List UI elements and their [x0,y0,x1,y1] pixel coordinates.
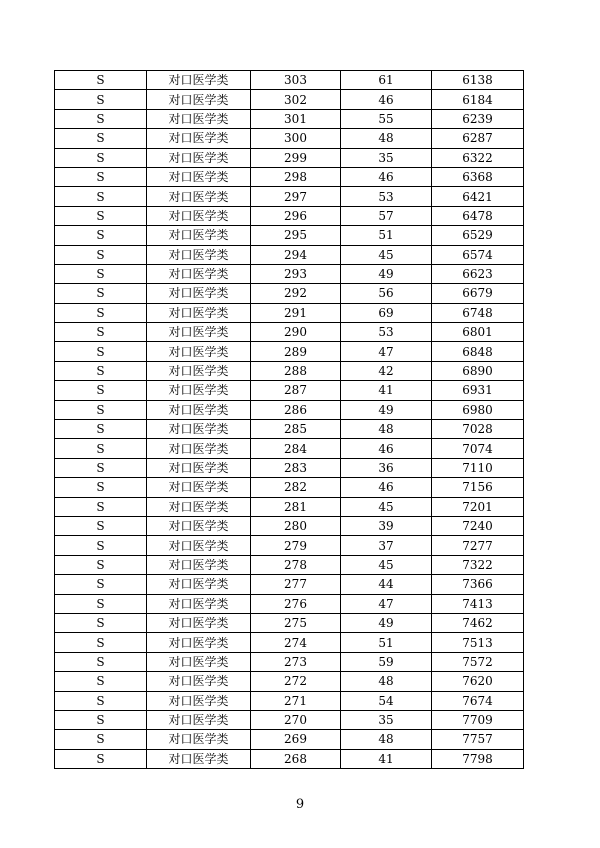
score-cell: 271 [251,691,341,710]
count-cell: 48 [341,420,432,439]
cumulative-count-cell: 7413 [432,594,524,613]
subject-category-cell: 对口医学类 [147,516,251,535]
table-row [55,613,524,632]
table-row [55,226,524,245]
score-cell: 281 [251,497,341,516]
category-code-cell: S [55,71,147,90]
table-row [55,594,524,613]
table-row [55,400,524,419]
count-cell: 48 [341,129,432,148]
table-row [55,361,524,380]
category-code-cell: S [55,245,147,264]
count-cell: 37 [341,536,432,555]
cumulative-count-cell: 7322 [432,555,524,574]
subject-category-cell: 对口医学类 [147,90,251,109]
category-code-cell: S [55,187,147,206]
category-code-cell: S [55,323,147,342]
category-code-cell: S [55,109,147,128]
cumulative-count-cell: 6322 [432,148,524,167]
category-code-cell: S [55,284,147,303]
score-cell: 285 [251,420,341,439]
score-cell: 277 [251,575,341,594]
table-row [55,458,524,477]
count-cell: 59 [341,652,432,671]
cumulative-count-cell: 6890 [432,361,524,380]
score-cell: 291 [251,303,341,322]
cumulative-count-cell: 7462 [432,613,524,632]
cumulative-count-cell: 6239 [432,109,524,128]
subject-category-cell: 对口医学类 [147,129,251,148]
count-cell: 56 [341,284,432,303]
score-cell: 292 [251,284,341,303]
table-row [55,381,524,400]
subject-category-cell: 对口医学类 [147,167,251,186]
table-row [55,323,524,342]
subject-category-cell: 对口医学类 [147,439,251,458]
subject-category-cell: 对口医学类 [147,206,251,225]
cumulative-count-cell: 7028 [432,420,524,439]
cumulative-count-cell: 6801 [432,323,524,342]
cumulative-count-cell: 6478 [432,206,524,225]
subject-category-cell: 对口医学类 [147,381,251,400]
score-cell: 294 [251,245,341,264]
table-row [55,633,524,652]
table-row [55,575,524,594]
cumulative-count-cell: 6138 [432,71,524,90]
page-number: 9 [295,797,305,812]
score-cell: 303 [251,71,341,90]
count-cell: 53 [341,323,432,342]
category-code-cell: S [55,361,147,380]
subject-category-cell: 对口医学类 [147,710,251,729]
cumulative-count-cell: 7240 [432,516,524,535]
table-row [55,672,524,691]
score-cell: 275 [251,613,341,632]
table-row [55,148,524,167]
subject-category-cell: 对口医学类 [147,633,251,652]
count-cell: 41 [341,749,432,768]
table-row [55,264,524,283]
subject-category-cell: 对口医学类 [147,303,251,322]
cumulative-count-cell: 7277 [432,536,524,555]
subject-category-cell: 对口医学类 [147,109,251,128]
count-cell: 51 [341,633,432,652]
subject-category-cell: 对口医学类 [147,323,251,342]
cumulative-count-cell: 6748 [432,303,524,322]
table-row [55,536,524,555]
cumulative-count-cell: 6529 [432,226,524,245]
category-code-cell: S [55,478,147,497]
score-cell: 268 [251,749,341,768]
score-cell: 278 [251,555,341,574]
subject-category-cell: 对口医学类 [147,613,251,632]
subject-category-cell: 对口医学类 [147,400,251,419]
cumulative-count-cell: 7513 [432,633,524,652]
subject-category-cell: 对口医学类 [147,672,251,691]
count-cell: 51 [341,226,432,245]
table-row [55,71,524,90]
cumulative-count-cell: 6848 [432,342,524,361]
table-row [55,167,524,186]
count-cell: 69 [341,303,432,322]
score-cell: 280 [251,516,341,535]
subject-category-cell: 对口医学类 [147,71,251,90]
category-code-cell: S [55,90,147,109]
subject-category-cell: 对口医学类 [147,264,251,283]
count-cell: 61 [341,71,432,90]
count-cell: 35 [341,148,432,167]
cumulative-count-cell: 7572 [432,652,524,671]
score-cell: 287 [251,381,341,400]
category-code-cell: S [55,129,147,148]
score-cell: 299 [251,148,341,167]
score-cell: 293 [251,264,341,283]
category-code-cell: S [55,303,147,322]
subject-category-cell: 对口医学类 [147,594,251,613]
category-code-cell: S [55,148,147,167]
subject-category-cell: 对口医学类 [147,361,251,380]
score-cell: 279 [251,536,341,555]
table-row [55,691,524,710]
table-row [55,284,524,303]
score-cell: 286 [251,400,341,419]
subject-category-cell: 对口医学类 [147,691,251,710]
count-cell: 35 [341,710,432,729]
table-row [55,245,524,264]
score-cell: 302 [251,90,341,109]
subject-category-cell: 对口医学类 [147,458,251,477]
subject-category-cell: 对口医学类 [147,497,251,516]
score-cell: 282 [251,478,341,497]
count-cell: 45 [341,555,432,574]
count-cell: 49 [341,264,432,283]
cumulative-count-cell: 6287 [432,129,524,148]
count-cell: 48 [341,672,432,691]
category-code-cell: S [55,264,147,283]
subject-category-cell: 对口医学类 [147,749,251,768]
score-cell: 283 [251,458,341,477]
table-row [55,749,524,768]
subject-category-cell: 对口医学类 [147,284,251,303]
subject-category-cell: 对口医学类 [147,730,251,749]
table-row [55,420,524,439]
subject-category-cell: 对口医学类 [147,536,251,555]
count-cell: 55 [341,109,432,128]
cumulative-count-cell: 7366 [432,575,524,594]
score-cell: 295 [251,226,341,245]
score-cell: 290 [251,323,341,342]
count-cell: 46 [341,439,432,458]
cumulative-count-cell: 6679 [432,284,524,303]
subject-category-cell: 对口医学类 [147,478,251,497]
subject-category-cell: 对口医学类 [147,652,251,671]
count-cell: 46 [341,90,432,109]
score-cell: 284 [251,439,341,458]
cumulative-count-cell: 6368 [432,167,524,186]
table-row [55,439,524,458]
table-row [55,187,524,206]
count-cell: 54 [341,691,432,710]
count-cell: 47 [341,342,432,361]
score-cell: 273 [251,652,341,671]
count-cell: 45 [341,245,432,264]
category-code-cell: S [55,691,147,710]
cumulative-count-cell: 7620 [432,672,524,691]
table-row [55,516,524,535]
score-cell: 274 [251,633,341,652]
count-cell: 36 [341,458,432,477]
category-code-cell: S [55,749,147,768]
cumulative-count-cell: 7709 [432,710,524,729]
count-cell: 41 [341,381,432,400]
table-row [55,652,524,671]
count-cell: 49 [341,400,432,419]
category-code-cell: S [55,226,147,245]
table-row [55,109,524,128]
table-row [55,303,524,322]
table-row [55,497,524,516]
score-cell: 298 [251,167,341,186]
table-row [55,710,524,729]
count-cell: 49 [341,613,432,632]
table-row [55,206,524,225]
score-cell: 301 [251,109,341,128]
score-table [54,70,524,769]
count-cell: 44 [341,575,432,594]
count-cell: 53 [341,187,432,206]
table-row [55,555,524,574]
cumulative-count-cell: 6931 [432,381,524,400]
count-cell: 46 [341,478,432,497]
count-cell: 42 [341,361,432,380]
table-row [55,342,524,361]
subject-category-cell: 对口医学类 [147,555,251,574]
table-row [55,129,524,148]
table-row [55,730,524,749]
category-code-cell: S [55,439,147,458]
score-cell: 296 [251,206,341,225]
category-code-cell: S [55,555,147,574]
cumulative-count-cell: 7757 [432,730,524,749]
count-cell: 48 [341,730,432,749]
subject-category-cell: 对口医学类 [147,420,251,439]
category-code-cell: S [55,497,147,516]
table-row [55,478,524,497]
category-code-cell: S [55,381,147,400]
category-code-cell: S [55,613,147,632]
score-cell: 272 [251,672,341,691]
cumulative-count-cell: 7798 [432,749,524,768]
count-cell: 47 [341,594,432,613]
count-cell: 45 [341,497,432,516]
cumulative-count-cell: 6184 [432,90,524,109]
table-row [55,90,524,109]
category-code-cell: S [55,730,147,749]
cumulative-count-cell: 7201 [432,497,524,516]
score-cell: 288 [251,361,341,380]
category-code-cell: S [55,167,147,186]
category-code-cell: S [55,652,147,671]
category-code-cell: S [55,536,147,555]
count-cell: 46 [341,167,432,186]
category-code-cell: S [55,575,147,594]
cumulative-count-cell: 6574 [432,245,524,264]
cumulative-count-cell: 7674 [432,691,524,710]
score-cell: 289 [251,342,341,361]
category-code-cell: S [55,516,147,535]
subject-category-cell: 对口医学类 [147,148,251,167]
category-code-cell: S [55,420,147,439]
subject-category-cell: 对口医学类 [147,342,251,361]
cumulative-count-cell: 7156 [432,478,524,497]
category-code-cell: S [55,458,147,477]
category-code-cell: S [55,672,147,691]
category-code-cell: S [55,342,147,361]
cumulative-count-cell: 6623 [432,264,524,283]
category-code-cell: S [55,206,147,225]
cumulative-count-cell: 7074 [432,439,524,458]
score-cell: 270 [251,710,341,729]
category-code-cell: S [55,400,147,419]
table-body [55,71,524,769]
cumulative-count-cell: 6421 [432,187,524,206]
score-cell: 300 [251,129,341,148]
score-cell: 297 [251,187,341,206]
category-code-cell: S [55,633,147,652]
category-code-cell: S [55,594,147,613]
cumulative-count-cell: 7110 [432,458,524,477]
count-cell: 57 [341,206,432,225]
subject-category-cell: 对口医学类 [147,187,251,206]
cumulative-count-cell: 6980 [432,400,524,419]
subject-category-cell: 对口医学类 [147,575,251,594]
category-code-cell: S [55,710,147,729]
score-cell: 276 [251,594,341,613]
score-cell: 269 [251,730,341,749]
count-cell: 39 [341,516,432,535]
subject-category-cell: 对口医学类 [147,245,251,264]
subject-category-cell: 对口医学类 [147,226,251,245]
